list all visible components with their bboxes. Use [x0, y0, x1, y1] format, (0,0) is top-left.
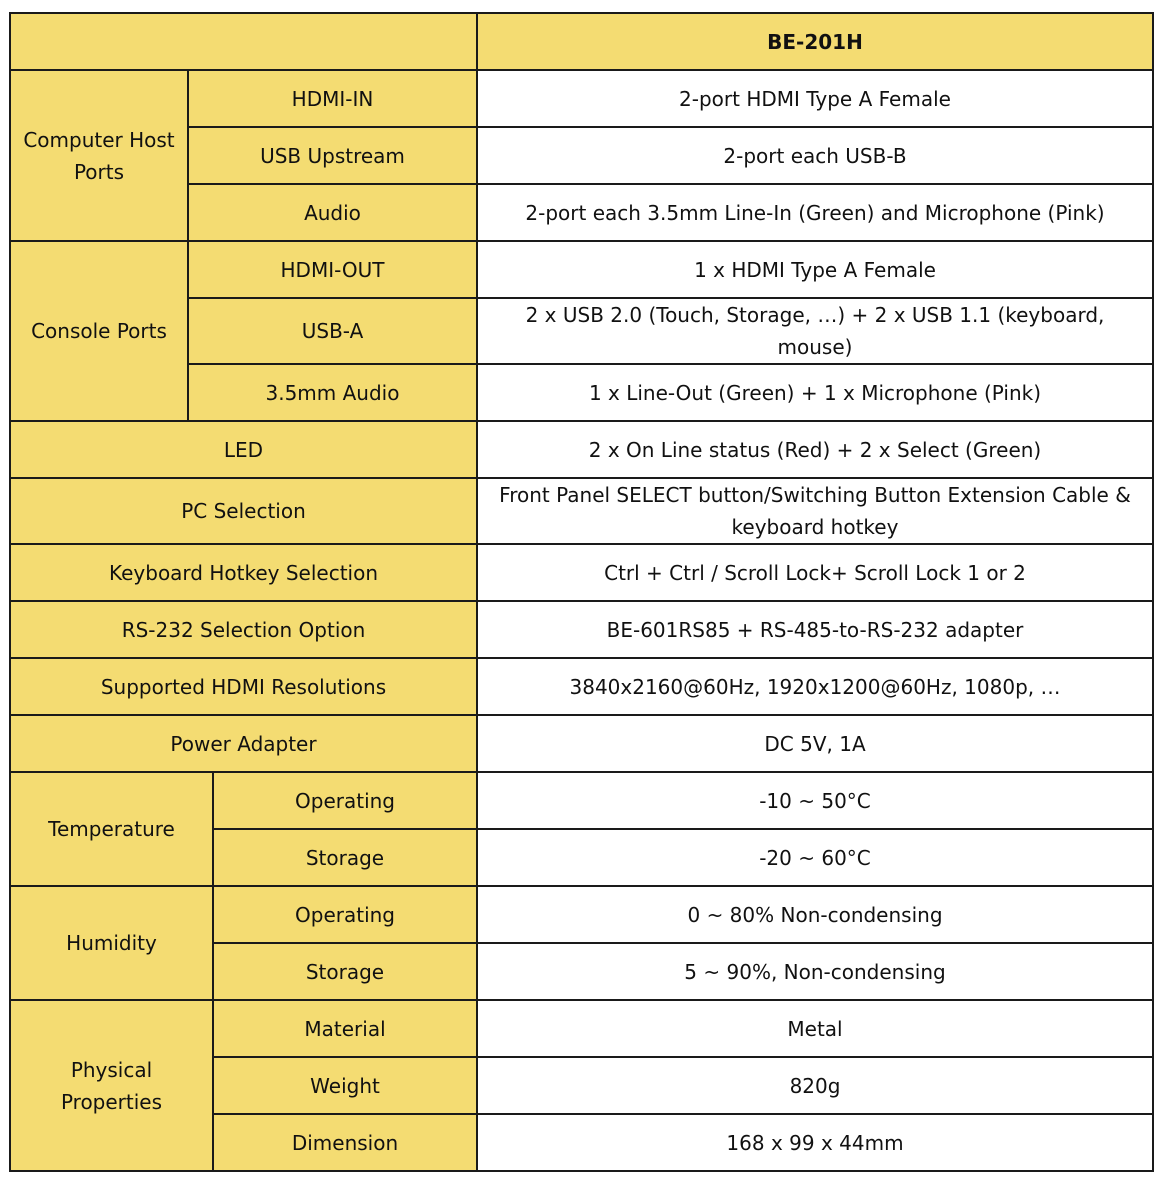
- table-row: [10, 772, 1153, 829]
- table-row: [10, 601, 1153, 658]
- row-label: Keyboard Hotkey Selection: [10, 544, 477, 601]
- row-label: Operating: [213, 886, 477, 943]
- row-label: Material: [213, 1000, 477, 1057]
- group-label-temperature: Temperature: [10, 772, 213, 886]
- table-row: [10, 70, 1153, 127]
- row-label: RS-232 Selection Option: [10, 601, 477, 658]
- table-row: [10, 1000, 1153, 1057]
- table-row: [10, 658, 1153, 715]
- row-value: 2-port each USB-B: [477, 127, 1153, 184]
- row-value: 2 x USB 2.0 (Touch, Storage, …) + 2 x USB 1.1 (keyboard, mouse): [477, 298, 1153, 364]
- row-value: Metal: [477, 1000, 1153, 1057]
- row-value: DC 5V, 1A: [477, 715, 1153, 772]
- group-label-humidity: Humidity: [10, 886, 213, 1000]
- table-row: [10, 421, 1153, 478]
- row-value: -20 ~ 60°C: [477, 829, 1153, 886]
- row-value: 5 ~ 90%, Non-condensing: [477, 943, 1153, 1000]
- row-value: 0 ~ 80% Non-condensing: [477, 886, 1153, 943]
- row-value: 820g: [477, 1057, 1153, 1114]
- row-label: Power Adapter: [10, 715, 477, 772]
- row-value: 3840x2160@60Hz, 1920x1200@60Hz, 1080p, …: [477, 658, 1153, 715]
- table-row: [10, 715, 1153, 772]
- row-label: Operating: [213, 772, 477, 829]
- spec-table: [9, 12, 1154, 1172]
- table-row: [10, 886, 1153, 943]
- row-label: Audio: [188, 184, 477, 241]
- model-name: BE-201H: [477, 13, 1153, 70]
- row-label: PC Selection: [10, 478, 477, 544]
- group-label-console-ports: Console Ports: [10, 241, 188, 421]
- row-label: USB-A: [188, 298, 477, 364]
- row-label: HDMI-IN: [188, 70, 477, 127]
- table-row: [10, 478, 1153, 544]
- row-label: HDMI-OUT: [188, 241, 477, 298]
- row-value: 1 x HDMI Type A Female: [477, 241, 1153, 298]
- row-label: Supported HDMI Resolutions: [10, 658, 477, 715]
- header-row: [10, 13, 1153, 70]
- row-value: Ctrl + Ctrl / Scroll Lock+ Scroll Lock 1 or 2: [477, 544, 1153, 601]
- row-label: Storage: [213, 829, 477, 886]
- group-label-computer-host-ports: Computer Host Ports: [10, 70, 188, 241]
- group-label-physical-properties: Physical Properties: [10, 1000, 213, 1171]
- header-corner-cell: [10, 13, 477, 70]
- row-label: Dimension: [213, 1114, 477, 1171]
- row-value: 1 x Line-Out (Green) + 1 x Microphone (Pink): [477, 364, 1153, 421]
- row-label: Storage: [213, 943, 477, 1000]
- row-label: Weight: [213, 1057, 477, 1114]
- row-value: 2 x On Line status (Red) + 2 x Select (Green): [477, 421, 1153, 478]
- row-value: 2-port HDMI Type A Female: [477, 70, 1153, 127]
- table-row: [10, 544, 1153, 601]
- row-value: 2-port each 3.5mm Line-In (Green) and Microphone (Pink): [477, 184, 1153, 241]
- table-row: [10, 241, 1153, 298]
- row-label: USB Upstream: [188, 127, 477, 184]
- row-value: Front Panel SELECT button/Switching Button Extension Cable & keyboard hotkey: [477, 478, 1153, 544]
- row-label: 3.5mm Audio: [188, 364, 477, 421]
- row-value: BE-601RS85 + RS-485-to-RS-232 adapter: [477, 601, 1153, 658]
- row-label: LED: [10, 421, 477, 478]
- row-value: -10 ~ 50°C: [477, 772, 1153, 829]
- row-value: 168 x 99 x 44mm: [477, 1114, 1153, 1171]
